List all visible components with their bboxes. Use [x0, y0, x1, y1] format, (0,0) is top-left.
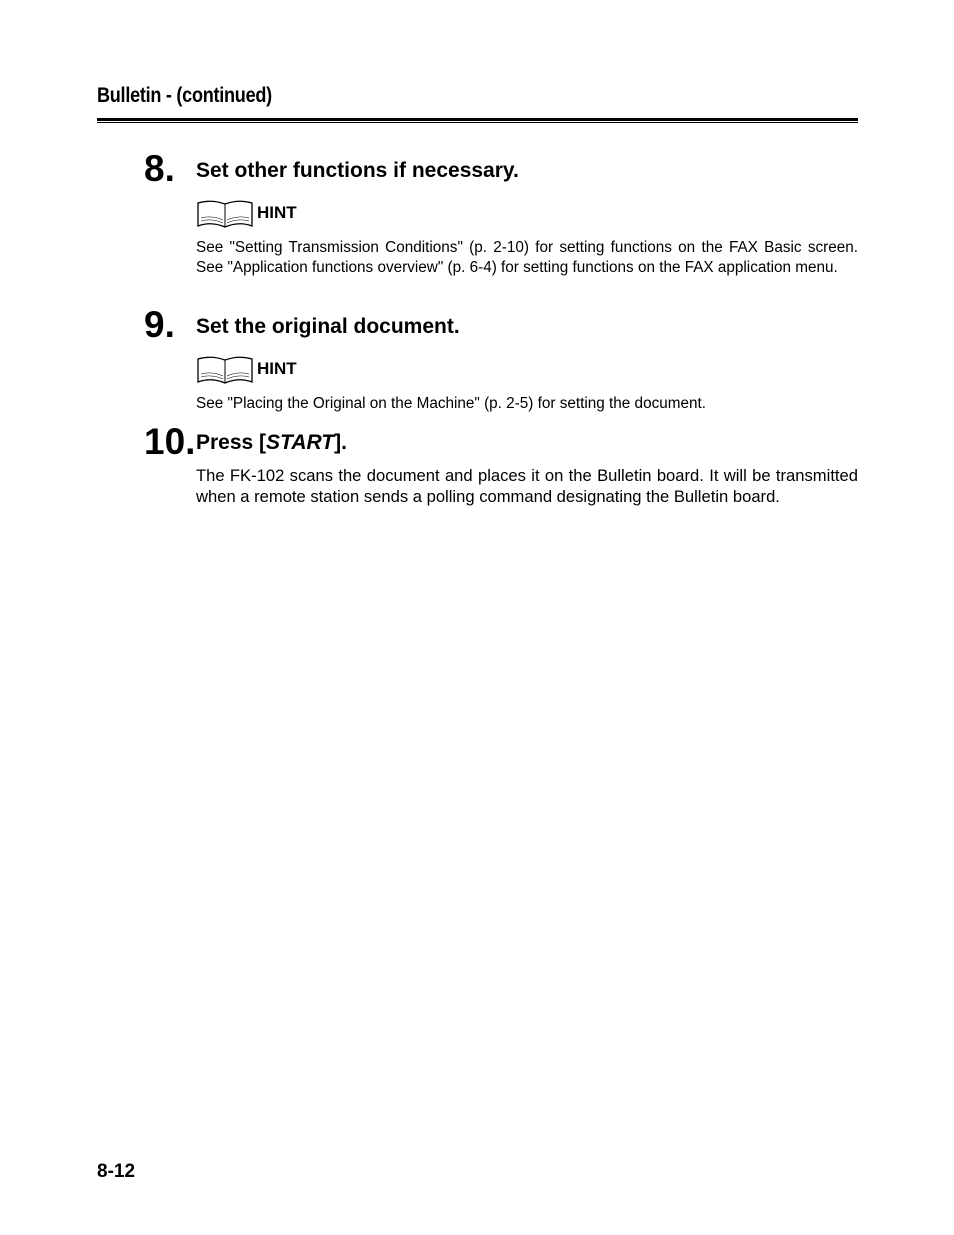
step-title-prefix: Press [ [196, 431, 267, 454]
hint-label: HINT [257, 203, 297, 222]
step-10-text: The FK-102 scans the document and places it on the Bulletin board. It will be transmitted when a remote station sends a polling command designating the Bulletin board. [196, 466, 858, 506]
step-8-text: See "Setting Transmission Conditions" (p. 2-10) for setting functions on the FAX Basic screen. See "Application functions overview" (p. 6-4) for setting functions on the FAX application menu. [196, 239, 858, 276]
step-title-10 [196, 432, 347, 453]
step-number-8: 8. [144, 148, 175, 189]
start-key-label: START [266, 431, 335, 454]
step-number-9: 9. [144, 304, 175, 345]
open-book-icon [196, 355, 254, 385]
step-title-suffix: ]. [334, 431, 347, 454]
page-number: 8-12 [97, 1161, 136, 1182]
step-title-9: Set the original document. [196, 315, 460, 338]
hint-8 [196, 199, 297, 229]
hint-label: HINT [257, 359, 297, 378]
step-title-8: Set other functions if necessary. [196, 159, 519, 182]
step-number-10: 10. [144, 421, 196, 462]
header-rule-thick [97, 118, 858, 121]
step-9-text: See "Placing the Original on the Machine" (p. 2-5) for setting the document. [196, 395, 706, 412]
open-book-icon [196, 199, 254, 229]
hint-9 [196, 355, 297, 385]
header-rule-thin [97, 122, 858, 123]
section-header: Bulletin - (continued) [97, 84, 272, 107]
